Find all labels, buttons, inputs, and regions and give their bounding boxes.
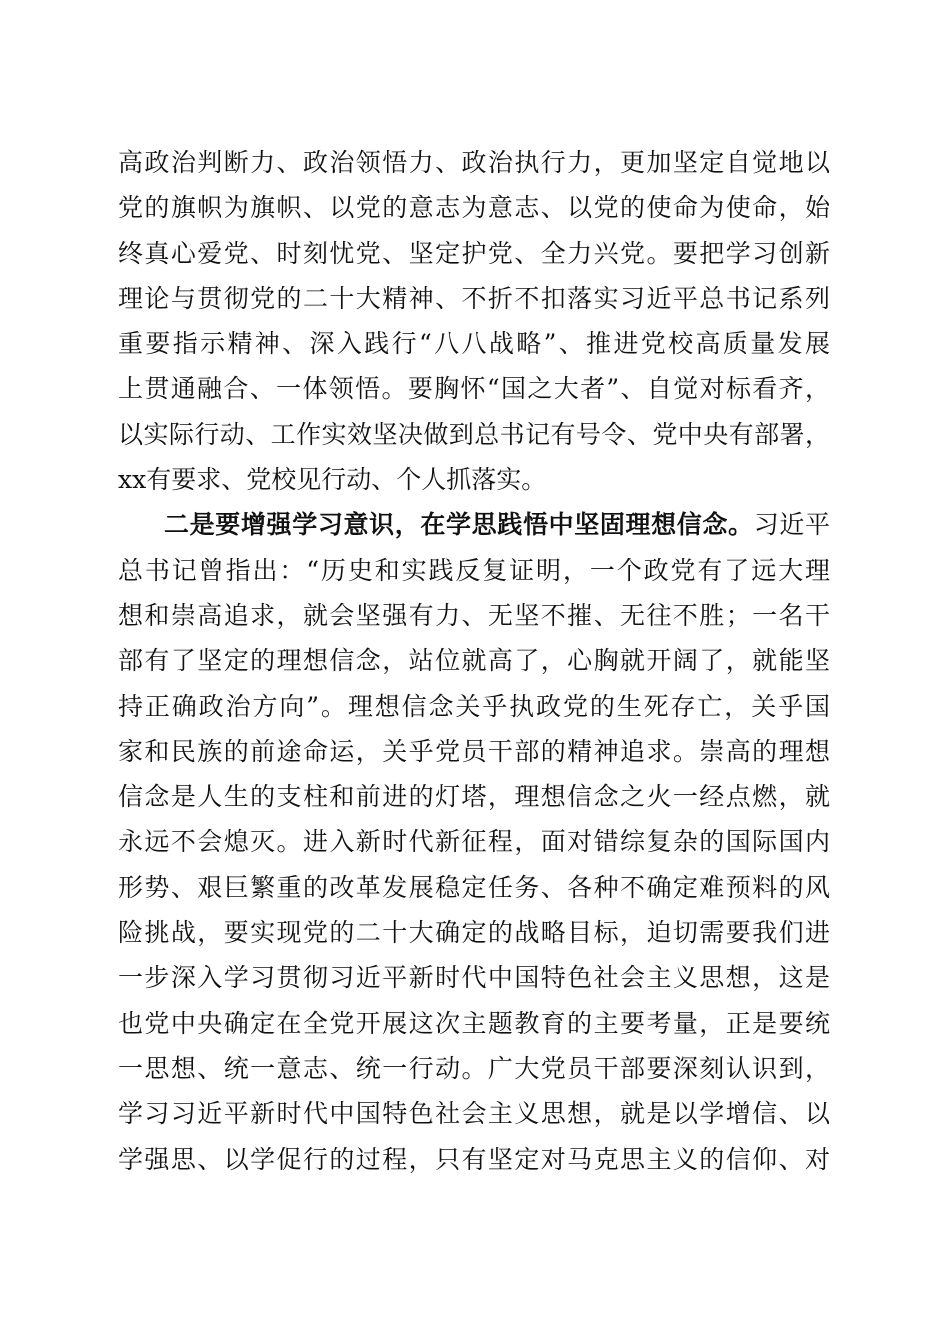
- text-line: 一步深入学习贯彻习近平新时代中国特色社会主义思想，这是: [118, 963, 830, 993]
- paragraph-1: [118, 140, 830, 502]
- text-line: 持正确政治方向”。理想信念关乎执政党的生死存亡，关乎国: [118, 691, 830, 721]
- text-line: xx有要求、党校见行动、个人抓落实。: [118, 465, 547, 495]
- text-line: 高政治判断力、政治领悟力、政治执行力，更加坚定自觉地以: [118, 148, 830, 177]
- text-line: 理论与贯彻党的二十大精神、不折不扣落实习近平总书记系列: [118, 283, 830, 313]
- paragraph-first-line: [118, 502, 830, 547]
- heading-continuation: 习近平: [753, 510, 830, 540]
- text-line: 上贯通融合、一体领悟。要胸怀“国之大者”、自觉对标看齐，: [118, 374, 830, 404]
- text-line: 也党中央确定在全党开展这次主题教育的主要考量，正是要统: [118, 1008, 830, 1038]
- text-line: 信念是人生的支柱和前进的灯塔，理想信念之火一经点燃，就: [118, 782, 830, 812]
- text-line: 学强思、以学促行的过程，只有坚定对马克思主义的信仰、对: [118, 1144, 830, 1174]
- text-line: 形势、艰巨繁重的改革发展稳定任务、各种不确定难预料的风: [118, 872, 830, 902]
- paragraph-heading: 二是要增强学习意识，在学思践悟中坚固理想信念。: [164, 510, 754, 540]
- text-line: 总书记曾指出：“历史和实践反复证明，一个政党有了远大理: [118, 555, 830, 585]
- text-line: 永远不会熄灭。进入新时代新征程，面对错综复杂的国际国内: [118, 827, 830, 857]
- text-line: 家和民族的前途命运，关乎党员干部的精神追求。崇高的理想: [118, 736, 830, 766]
- text-line: 一思想、统一意志、统一行动。广大党员干部要深刻认识到，: [118, 1053, 830, 1083]
- text-line: 部有了坚定的理想信念，站位就高了，心胸就开阔了，就能坚: [118, 646, 830, 676]
- text-line: 学习习近平新时代中国特色社会主义思想，就是以学增信、以: [118, 1099, 830, 1129]
- text-line: 终真心爱党、时刻忧党、坚定护党、全力兴党。要把学习创新: [118, 238, 830, 268]
- text-line: 党的旗帜为旗帜、以党的意志为意志、以党的使命为使命，始: [118, 193, 830, 223]
- text-line: 险挑战，要实现党的二十大确定的战略目标，迫切需要我们进: [118, 918, 830, 948]
- paragraph-2: [118, 502, 830, 1181]
- text-line: 以实际行动、工作实效坚决做到总书记有号令、党中央有部署，: [118, 419, 830, 449]
- body-text: [118, 140, 830, 1182]
- text-line: 想和崇高追求，就会坚强有力、无坚不摧、无往不胜；一名干: [118, 600, 830, 630]
- text-line: 重要指示精神、深入践行“八八战略”、推进党校高质量发展: [118, 329, 830, 359]
